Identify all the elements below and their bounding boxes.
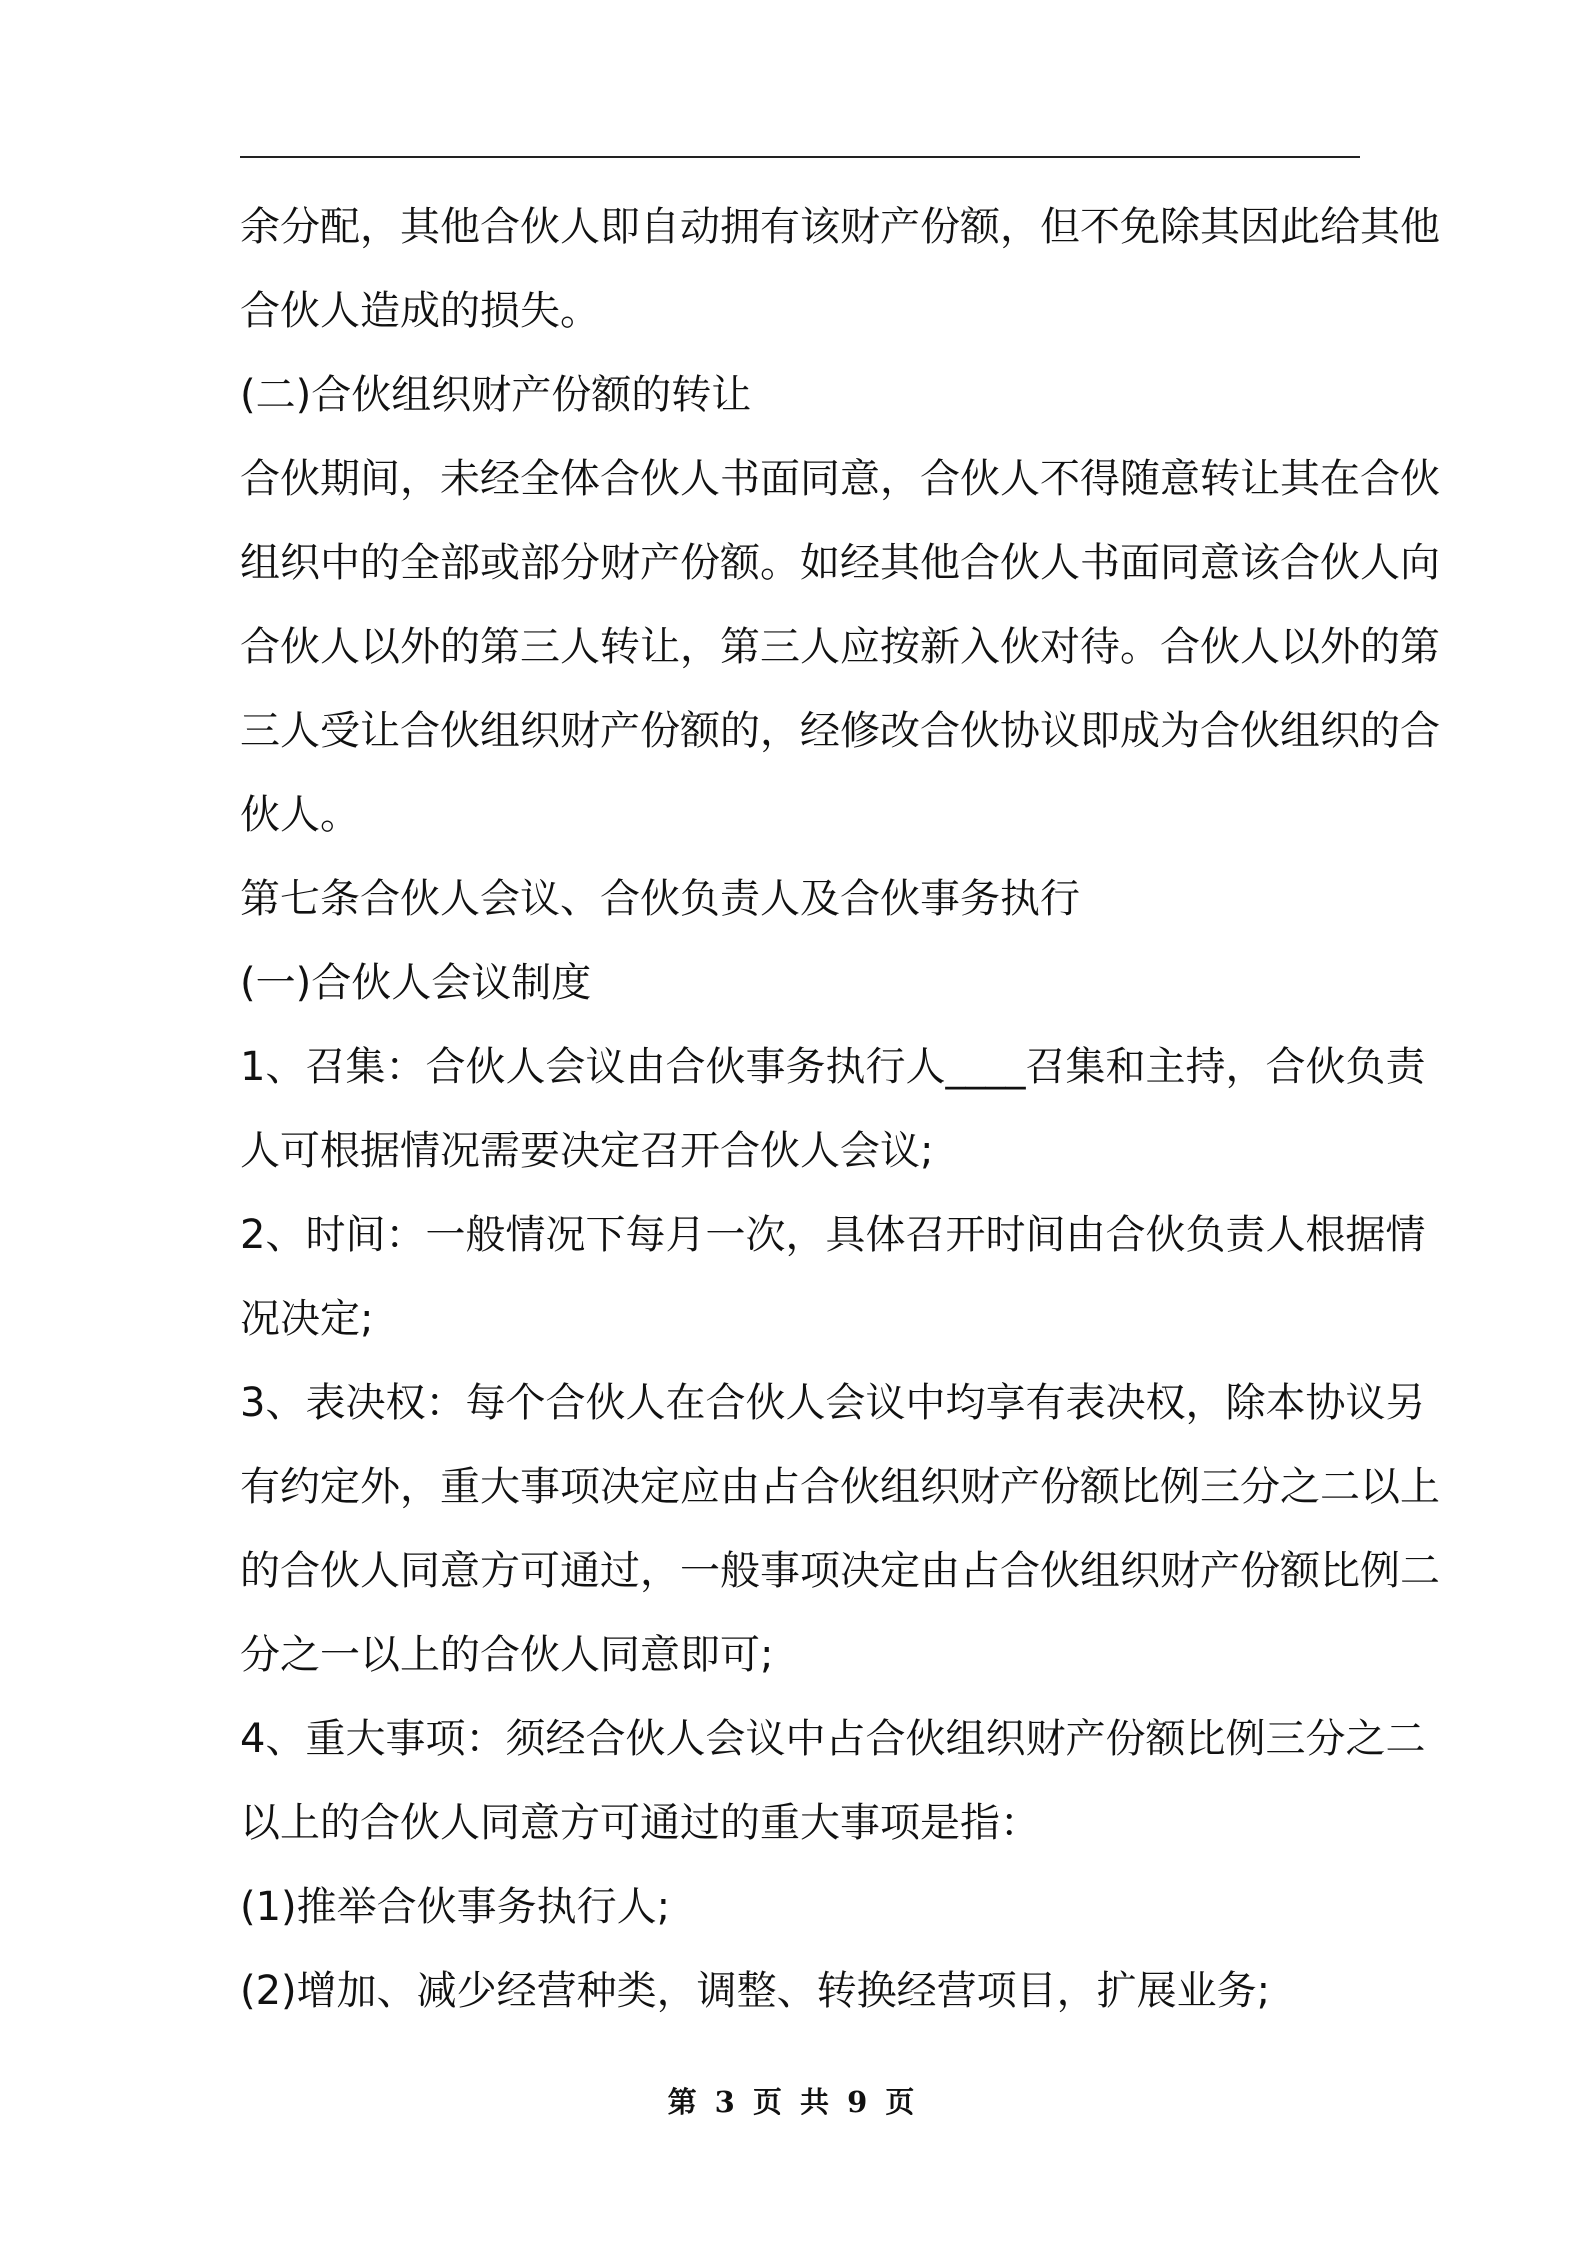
header-rule: [240, 156, 1360, 158]
list-item: (1)推举合伙事务执行人;: [240, 1884, 671, 1930]
article-heading: 第七条合伙人会议、合伙负责人及合伙事务执行: [240, 876, 1080, 922]
text-line: 伙人。: [240, 792, 360, 838]
section-heading: (二)合伙组织财产份额的转让: [240, 372, 752, 418]
text-line: 的合伙人同意方可通过，一般事项决定由占合伙组织财产份额比例二: [240, 1548, 1440, 1594]
text-line: 合伙人造成的损失。: [240, 288, 600, 334]
text-line: 以上的合伙人同意方可通过的重大事项是指：: [240, 1800, 1040, 1846]
text-line: 2、时间：一般情况下每月一次，具体召开时间由合伙负责人根据情: [240, 1212, 1426, 1258]
text-line: 组织中的全部或部分财产份额。如经其他合伙人书面同意该合伙人向: [240, 540, 1440, 586]
document-body: [240, 185, 1440, 2033]
text-line: 余分配，其他合伙人即自动拥有该财产份额，但不免除其因此给其他: [240, 204, 1440, 250]
text-line: 三人受让合伙组织财产份额的，经修改合伙协议即成为合伙组织的合: [240, 708, 1440, 754]
text-line: 况决定;: [240, 1296, 374, 1342]
text-line: 有约定外，重大事项决定应由占合伙组织财产份额比例三分之二以上: [240, 1464, 1440, 1510]
page-number: 第 3 页 共 9 页: [667, 2085, 919, 2119]
list-item: (2)增加、减少经营种类，调整、转换经营项目，扩展业务;: [240, 1968, 1271, 2014]
text-line: 分之一以上的合伙人同意即可;: [240, 1632, 774, 1678]
text-line: 4、重大事项：须经合伙人会议中占合伙组织财产份额比例三分之二: [240, 1716, 1426, 1762]
text-line: 合伙期间，未经全体合伙人书面同意，合伙人不得随意转让其在合伙: [240, 456, 1440, 502]
text-line: 人可根据情况需要决定召开合伙人会议;: [240, 1128, 934, 1174]
text-line: 3、表决权：每个合伙人在合伙人会议中均享有表决权，除本协议另: [240, 1380, 1426, 1426]
text-line: 合伙人以外的第三人转让，第三人应按新入伙对待。合伙人以外的第: [240, 624, 1440, 670]
text-line: 1、召集：合伙人会议由合伙事务执行人____召集和主持，合伙负责: [240, 1044, 1426, 1090]
section-heading: (一)合伙人会议制度: [240, 960, 592, 1006]
